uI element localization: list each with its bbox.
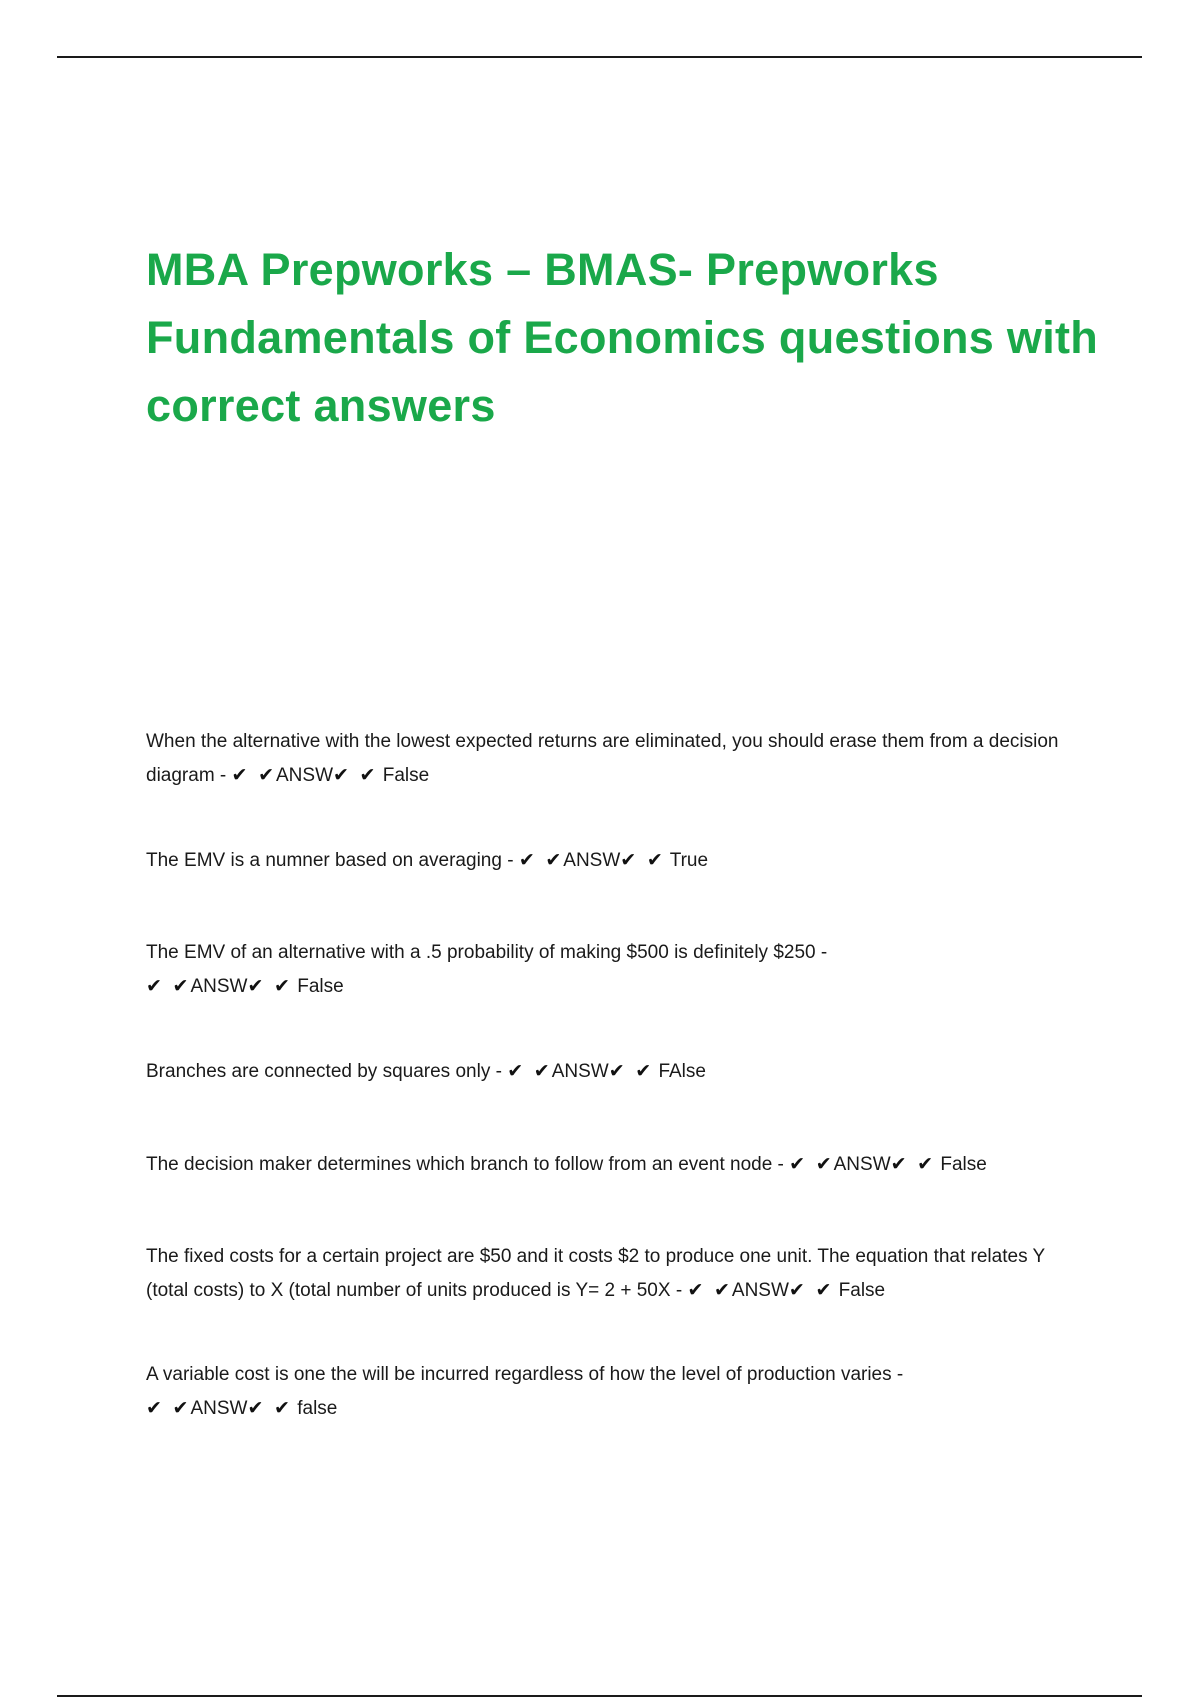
question-text: The EMV of an alternative with a .5 probability of making $500 is definitely $250 - bbox=[146, 942, 828, 963]
answer-marker: ANSW bbox=[551, 1061, 609, 1082]
qa-item bbox=[146, 1148, 1086, 1208]
check-icon: ✔ ✔ bbox=[687, 1278, 732, 1301]
qa-item bbox=[146, 1241, 1086, 1333]
check-icon: ✔ ✔ bbox=[247, 1396, 292, 1419]
answer-marker: ANSW bbox=[731, 1279, 789, 1301]
answer-marker: ANSW bbox=[833, 1154, 891, 1175]
answer-marker: ANSW bbox=[276, 764, 333, 786]
check-icon: ✔ ✔ bbox=[788, 1278, 834, 1301]
answer-text: FAlse bbox=[658, 1061, 706, 1082]
question-text: The EMV is a numner based on averaging - bbox=[146, 850, 514, 871]
check-icon: ✔ ✔ bbox=[608, 1060, 654, 1082]
check-icon: ✔ ✔ bbox=[146, 974, 191, 997]
check-icon: ✔ ✔ bbox=[890, 1153, 936, 1175]
qa-item bbox=[146, 937, 1086, 1029]
check-icon: ✔ ✔ bbox=[620, 849, 665, 871]
answer-text: False bbox=[940, 1154, 987, 1175]
question-text: A variable cost is one the will be incurred regardless of how the level of production varies - bbox=[146, 1364, 904, 1385]
qa-item bbox=[146, 1055, 1086, 1115]
document-title: MBA Prepworks – BMAS- Prepworks Fundamentals of Economics questions with correct answers bbox=[146, 244, 1099, 431]
check-icon: ✔ ✔ bbox=[247, 974, 292, 997]
answer-text: False bbox=[838, 1279, 886, 1301]
bottom-rule bbox=[57, 1695, 1142, 1697]
qa-item bbox=[146, 1359, 1086, 1451]
question-text: Branches are connected by squares only - bbox=[146, 1061, 502, 1082]
answer-text: False bbox=[382, 764, 430, 786]
answer-text: False bbox=[297, 975, 344, 997]
check-icon: ✔ ✔ bbox=[789, 1153, 834, 1175]
answer-text: True bbox=[669, 850, 709, 871]
check-icon: ✔ ✔ bbox=[146, 1396, 191, 1419]
top-rule bbox=[57, 56, 1142, 58]
check-icon: ✔ ✔ bbox=[333, 763, 378, 786]
check-icon: ✔ ✔ bbox=[518, 849, 564, 871]
answer-marker: ANSW bbox=[190, 1397, 248, 1419]
check-icon: ✔ ✔ bbox=[507, 1060, 552, 1082]
qa-item bbox=[146, 726, 1086, 818]
qa-list bbox=[146, 726, 1086, 1477]
qa-item bbox=[146, 844, 1086, 904]
question-text: The fixed costs for a certain project are $50 and it costs $2 to produce one unit. The equation that relates Y (total costs) to X (total number of units produced is Y= 2 + 50X - bbox=[146, 1246, 1045, 1301]
answer-marker: ANSW bbox=[563, 850, 621, 871]
question-text: When the alternative with the lowest expected returns are eliminated, you should erase them from a decision diagram - bbox=[146, 731, 1059, 786]
answer-text: false bbox=[297, 1397, 338, 1419]
check-icon: ✔ ✔ bbox=[231, 763, 276, 786]
question-text: The decision maker determines which branch to follow from an event node - bbox=[146, 1154, 784, 1175]
answer-marker: ANSW bbox=[190, 975, 248, 997]
